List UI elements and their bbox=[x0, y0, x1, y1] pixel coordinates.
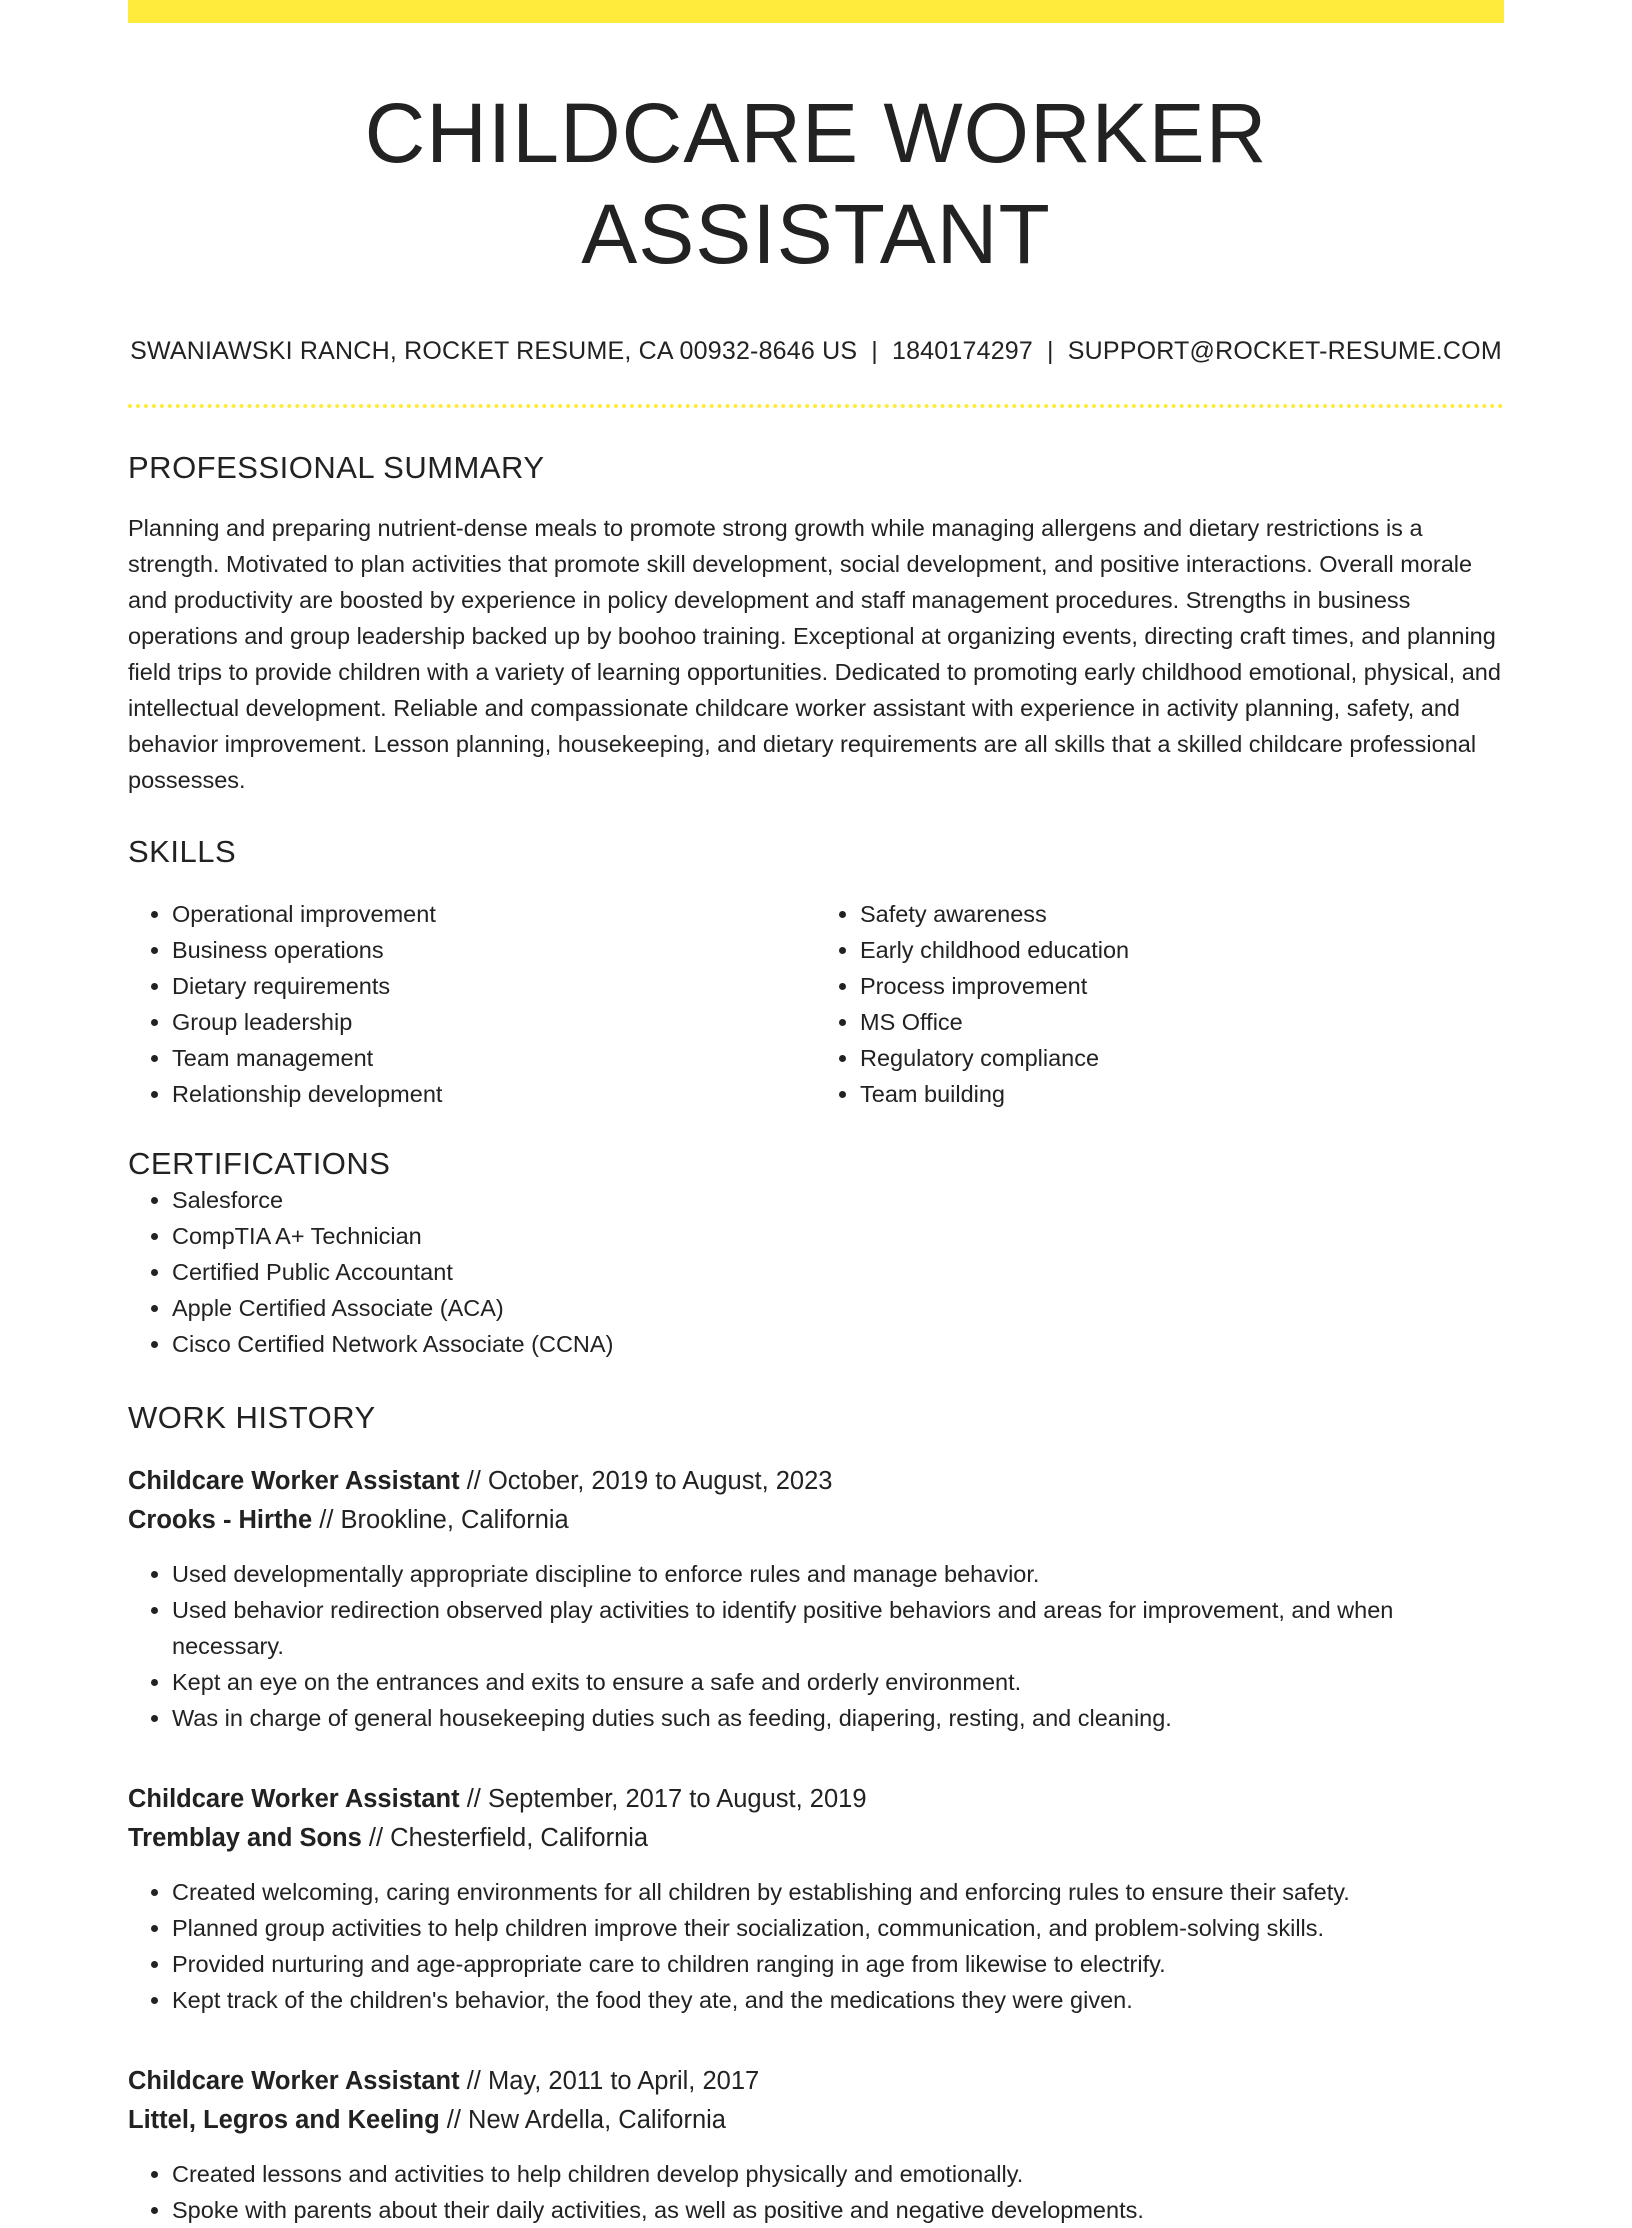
certification-item: • Certified Public Accountant bbox=[172, 1254, 1504, 1290]
contact-line bbox=[128, 337, 1504, 366]
candidate-name: CHILDCARE WORKER ASSISTANT bbox=[364, 86, 1268, 281]
skill-item: • Regulatory compliance bbox=[860, 1040, 1504, 1076]
skill-item: • Relationship development bbox=[172, 1076, 816, 1112]
skills-column-left bbox=[128, 896, 816, 1112]
job-duty: • Kept an eye on the entrances and exits to ensure a safe and orderly environment. bbox=[172, 1664, 1504, 1700]
job-duties bbox=[128, 1874, 1504, 2018]
top-accent-bar bbox=[128, 0, 1504, 23]
job-company-line bbox=[128, 2101, 1504, 2140]
job-position: Childcare Worker Assistant bbox=[128, 1784, 460, 1813]
header-divider bbox=[128, 404, 1504, 408]
job-title-line bbox=[128, 1780, 1504, 1819]
certification-item: • Salesforce bbox=[172, 1182, 1504, 1218]
work-history-heading: WORK HISTORY bbox=[128, 1399, 376, 1435]
job-duty: • Was in charge of general housekeeping duties such as feeding, diapering, resting, and cleaning. bbox=[172, 1700, 1504, 1736]
contact-phone: 1840174297 bbox=[891, 336, 1034, 365]
contact-email: SUPPORT@ROCKET-RESUME.COM bbox=[1067, 336, 1502, 365]
job-company-line bbox=[128, 1501, 1504, 1540]
job-duty: • Used behavior redirection observed play activities to identify positive behaviors and areas for improvement, and when necessary. bbox=[172, 1592, 1504, 1664]
skill-item: • Team building bbox=[860, 1076, 1504, 1112]
skills-heading: SKILLS bbox=[128, 833, 237, 869]
certification-item: • CompTIA A+ Technician bbox=[172, 1218, 1504, 1254]
job-dates: // September, 2017 to August, 2019 bbox=[459, 1784, 867, 1813]
skill-item: • Safety awareness bbox=[860, 896, 1504, 932]
job-company: Littel, Legros and Keeling bbox=[128, 2105, 440, 2134]
job-location: // New Ardella, California bbox=[439, 2105, 726, 2134]
skills-column-right bbox=[816, 896, 1504, 1112]
skill-item: • Team management bbox=[172, 1040, 816, 1076]
job-duties bbox=[128, 1556, 1504, 1736]
job-entry bbox=[128, 2062, 1504, 2228]
skill-item: • Process improvement bbox=[860, 968, 1504, 1004]
job-duty: • Created welcoming, caring environments for all children by establishing and enforcing rules to ensure their safety. bbox=[172, 1874, 1504, 1910]
job-duty: • Kept track of the children's behavior, the food they ate, and the medications they were given. bbox=[172, 1982, 1504, 2018]
job-title-line bbox=[128, 2062, 1504, 2101]
certification-item: • Cisco Certified Network Associate (CCNA) bbox=[172, 1326, 1504, 1362]
resume-page bbox=[128, 0, 1504, 2228]
job-duty: • Created lessons and activities to help children develop physically and emotionally. bbox=[172, 2156, 1504, 2192]
job-duty: • Provided nurturing and age-appropriate care to children ranging in age from likewise to electrify. bbox=[172, 1946, 1504, 1982]
job-entry bbox=[128, 1462, 1504, 1736]
contact-separator: | bbox=[871, 336, 878, 365]
job-company-line bbox=[128, 1819, 1504, 1858]
job-entry bbox=[128, 1780, 1504, 2018]
summary-text: Planning and preparing nutrient-dense meals to promote strong growth while managing allergens and dietary restrictions is a strength. Motivated to plan activities that promote skill development, social development, and positive interactions. Overall morale and productivity are boosted by experience in policy development and staff management procedures. Strengths in business operations and group leadership backed up by boohoo training. Exceptional at organizing events, directing craft times, and planning field trips to provide children with a variety of learning opportunities. Dedicated to promoting early childhood emotional, physical, and intellectual development. Reliable and compassionate childcare worker assistant with experience in activity planning, safety, and behavior improvement. Lesson planning, housekeeping, and dietary requirements are all skills that a skilled childcare professional possesses. bbox=[128, 514, 1501, 793]
contact-separator: | bbox=[1047, 336, 1054, 365]
job-duty: • Used developmentally appropriate discipline to enforce rules and manage behavior. bbox=[172, 1556, 1504, 1592]
summary-heading: PROFESSIONAL SUMMARY bbox=[128, 449, 545, 485]
skill-item: • Operational improvement bbox=[172, 896, 816, 932]
job-position: Childcare Worker Assistant bbox=[128, 2066, 460, 2095]
job-duties bbox=[128, 2156, 1504, 2228]
skill-item: • Group leadership bbox=[172, 1004, 816, 1040]
skill-item: • Business operations bbox=[172, 932, 816, 968]
job-location: // Brookline, California bbox=[312, 1505, 569, 1534]
job-dates: // October, 2019 to August, 2023 bbox=[459, 1466, 833, 1495]
certification-item: • Apple Certified Associate (ACA) bbox=[172, 1290, 1504, 1326]
skill-item: • Early childhood education bbox=[860, 932, 1504, 968]
job-position: Childcare Worker Assistant bbox=[128, 1466, 460, 1495]
certifications-list bbox=[128, 1182, 1504, 1362]
job-duty: • Spoke with parents about their daily activities, as well as positive and negative developments. bbox=[172, 2192, 1504, 2228]
certifications-heading: CERTIFICATIONS bbox=[128, 1145, 391, 1181]
contact-address: SWANIAWSKI RANCH, ROCKET RESUME, CA 00932-8646 US bbox=[130, 336, 858, 365]
job-location: // Chesterfield, California bbox=[361, 1823, 649, 1852]
job-dates: // May, 2011 to April, 2017 bbox=[459, 2066, 760, 2095]
skills-list bbox=[128, 896, 1504, 1112]
skill-item: • MS Office bbox=[860, 1004, 1504, 1040]
job-company: Crooks - Hirthe bbox=[128, 1505, 313, 1534]
job-title-line bbox=[128, 1462, 1504, 1501]
job-duty: • Planned group activities to help children improve their socialization, communication, and problem-solving skills. bbox=[172, 1910, 1504, 1946]
job-company: Tremblay and Sons bbox=[128, 1823, 362, 1852]
skill-item: • Dietary requirements bbox=[172, 968, 816, 1004]
